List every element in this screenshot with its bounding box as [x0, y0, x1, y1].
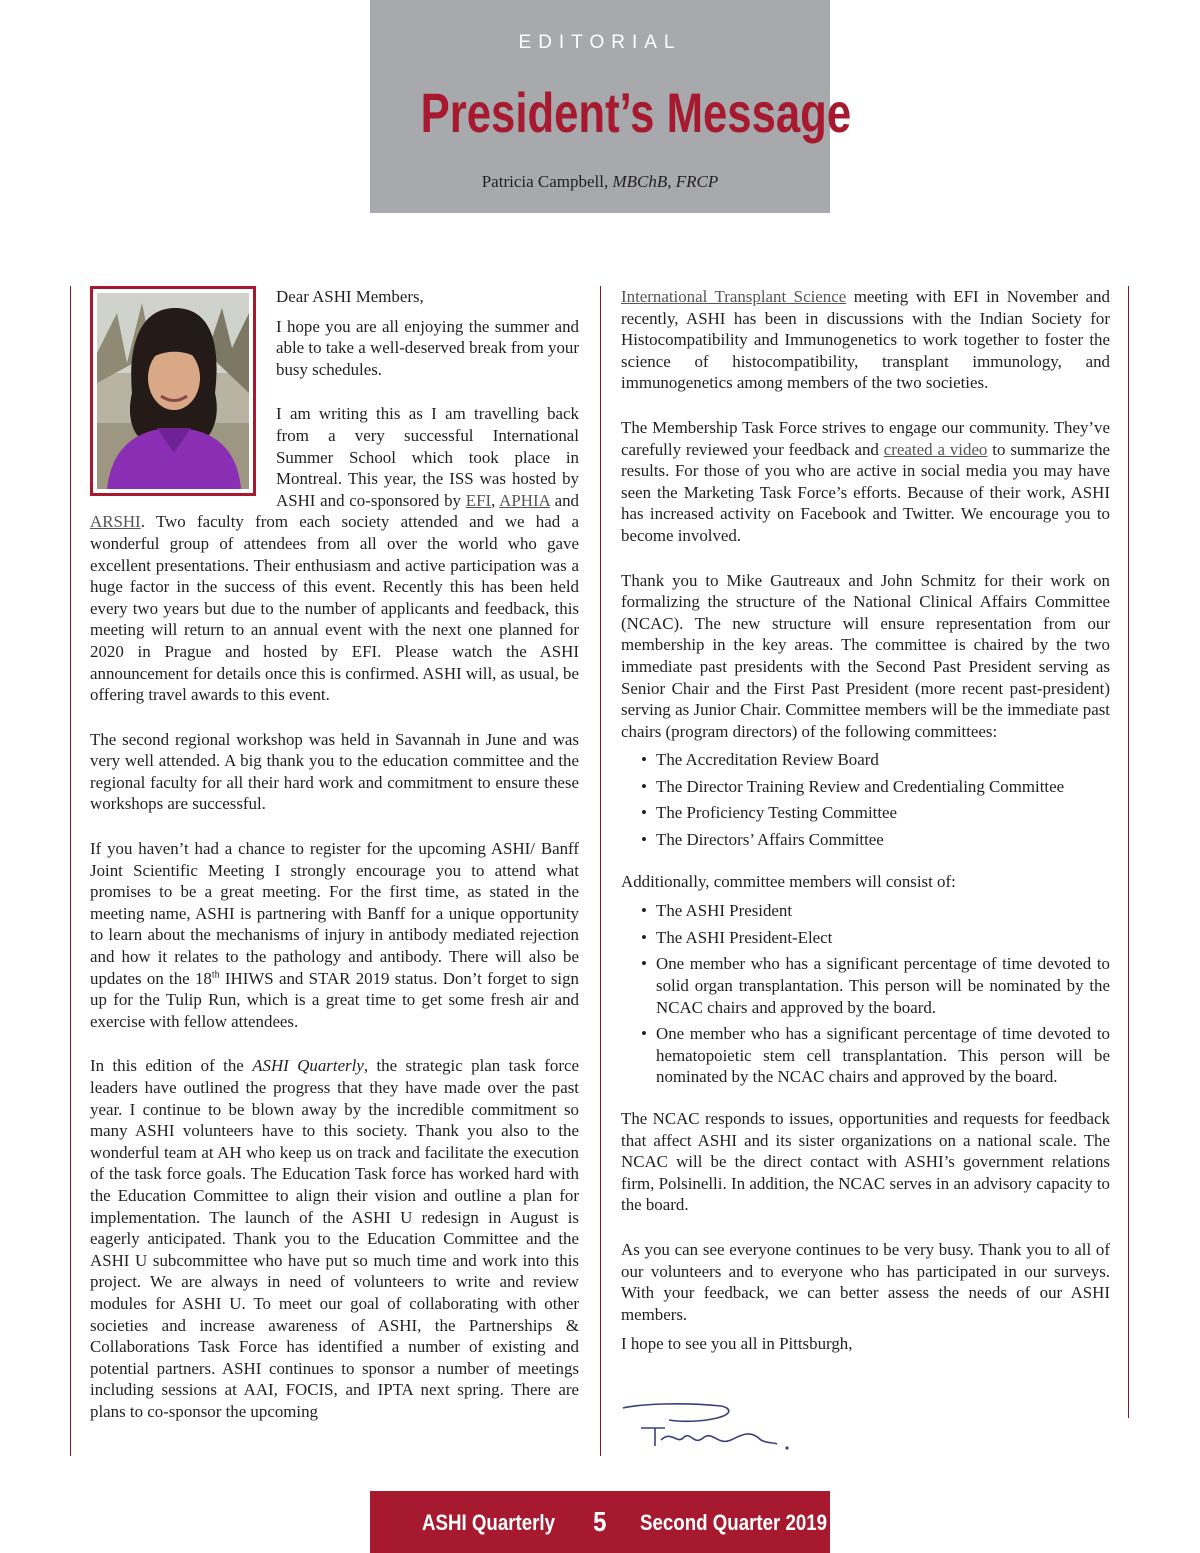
right-column-rule — [1128, 286, 1129, 1418]
efi-link[interactable]: EFI — [465, 490, 492, 510]
list-item: • One member who has a significant percentage of time devoted to hematopoietic stem cell transplantation. This person will be nominated by the NCAC chairs and approved by the board. — [621, 1023, 1110, 1088]
center-column-rule — [600, 286, 601, 1456]
list-item: • The Director Training Review and Credentialing Committee — [621, 776, 1110, 798]
author-credentials: MBChB, FRCP — [612, 172, 719, 191]
paragraph: Thank you to Mike Gautreaux and John Schmitz for their work on formalizing the structure of the National Clinical Affairs Committee (NCAC). The new structure will ensure representation from our membership in the key areas. The committee is chaired by the two immediate past presidents with the Second Past President serving as Senior Chair and the First Past President (more recent past-president) serving as Junior Chair. Committee members will be the immediate past chairs (program directors) of the following committees: — [621, 570, 1110, 741]
arshi-link[interactable]: ARSHI — [90, 512, 141, 532]
aphia-link[interactable]: APHIA — [499, 490, 550, 510]
paragraph: I hope you are all enjoying the summer and able to take a well-deserved break from your busy schedules. — [276, 316, 579, 379]
footer-issue: Second Quarter 2019 — [640, 1510, 828, 1535]
footer-page-number: 5 — [593, 1506, 607, 1537]
committee-list — [621, 749, 1110, 850]
author-name: Patricia Campbell, — [481, 172, 613, 191]
author-photo — [90, 286, 256, 496]
international-transplant-science-link[interactable]: International Transplant Science — [621, 287, 847, 306]
paragraph: The NCAC responds to issues, opportunities and requests for feedback that affect ASHI and its sister organizations on a national scale. The NCAC will be the direct contact with ASHI’s government relations firm, Polsinelli. In addition, the NCAC serves in an advisory capacity to the board. — [621, 1109, 1110, 1215]
page-title: President’s Message — [420, 81, 852, 144]
section-label: EDITORIAL — [518, 32, 682, 53]
author-portrait-image — [97, 293, 249, 489]
page-footer — [370, 1491, 830, 1553]
left-column-rule — [70, 286, 71, 1456]
list-item: • The Proficiency Testing Committee — [621, 802, 1110, 824]
signature-image — [621, 1400, 801, 1460]
article-column-left — [90, 286, 579, 1446]
list-item: • One member who has a significant percentage of time devoted to solid organ transplantation. This person will be nominated by the NCAC chairs and approved by the board. — [621, 953, 1110, 1018]
list-item: • The Accreditation Review Board — [621, 749, 1110, 771]
closing-line: I hope to see you all in Pittsburgh, — [621, 1334, 853, 1354]
paragraph: As you can see everyone continues to be very busy. Thank you to all of our volunteers and to everyone who has participated in our surveys. With your feedback, we can better assess the needs of our ASHI members. — [621, 1239, 1110, 1324]
author-byline — [370, 172, 830, 192]
header-banner — [370, 0, 852, 213]
list-item: • The Directors’ Affairs Committee — [621, 829, 1110, 851]
paragraph: The Membership Task Force strives to engage our community. They’ve carefully reviewed your feedback and created a video to summarize the results. For those of you who are active in social media you may have seen the Marketing Task Force’s efforts. Because of their work, ASHI has increased activity on Facebook and Twitter. We encourage you to become involved. — [621, 417, 1111, 545]
paragraph: If you haven’t had a chance to register for the upcoming ASHI/ Banff Joint Scientific Meeting I strongly encourage you to attend what promises to be a great meeting. For the first time, as stated in the meeting name, ASHI is partnering with Banff for a unique opportunity to learn about the mechanisms of injury in antibody mediated rejection and how it relates to the pathology and antibody. There will also be updates on the 18th IHIWS and STAR 2019 status. Don’t forget to sign up for the Tulip Run, which is a great time to get some fresh air and exercise with fellow attendees. — [90, 839, 579, 1031]
paragraph: The second regional workshop was held in Savannah in June and was very well attended. A big thank you to the education committee and the regional faculty for all their hard work and commitment to ensure these workshops are successful. — [90, 729, 579, 814]
created-video-link[interactable]: created a video — [883, 439, 988, 459]
paragraph: In this edition of the ASHI Quarterly, the strategic plan task force leaders have outlined the progress that they have made over the past year. I continue to be blown away by the incredible commitment so many ASHI volunteers have to this society. Thank you also to the wonderful team at AH who keep us on track and facilitate the execution of the task force goals. The Education Task force has worked hard with the Education Committee to align their vision and outline a plan for implementation. The launch of the ASHI U redesign in August is eagerly anticipated. Thank you to the Education Committee and the ASHI U subcommittee who have put so much time and work into this project. We are always in need of volunteers to write and review modules for ASHI U. To meet our goal of collaborating with other societies and increase awareness of ASHI, the Partnerships & Collaborations Task Force has identified a number of existing and potential partners. ASHI continues to sponsor a number of meetings including sessions at AAI, FOCIS, and IPTA next spring. There are plans to co-sponsor the upcoming — [90, 1056, 579, 1421]
list-item: • The ASHI President — [621, 900, 1110, 922]
footer-publication: ASHI Quarterly — [422, 1510, 556, 1535]
paragraph: Additionally, committee members will consist of: — [621, 871, 956, 891]
article-column-right — [621, 286, 1110, 1378]
list-item: • The ASHI President-Elect — [621, 927, 1110, 949]
member-list — [621, 900, 1110, 1088]
paragraph: I am writing this as I am travelling back from a very successful International Summer School which took place in Montreal. This year, the ISS was hosted by ASHI and co-sponsored by EFI, APHIA and ARSHI. Two faculty from each society attended and we had a wonderful group of attendees from all over the world who gave excellent presentations. Their enthusiasm and active participation was a huge factor in the success of this event. Recently this has been held every two years but due to the number of applicants and feedback, this meeting will return to an annual event with the next one planned for 2020 in Prague and hosted by EFI. Please watch the ASHI announcement for details once this is confirmed. ASHI will, as usual, be offering travel awards to this event. — [90, 404, 579, 705]
paragraph: International Transplant Science meeting with EFI in November and recently, ASHI has been in discussions with the Indian Society for Histocompatibility and Immunogenetics to work together to foster the science of histocompatibility, transplant immunology, and immunogenetics among members of the two societies. — [621, 287, 1110, 393]
salutation: Dear ASHI Members, — [276, 287, 424, 306]
